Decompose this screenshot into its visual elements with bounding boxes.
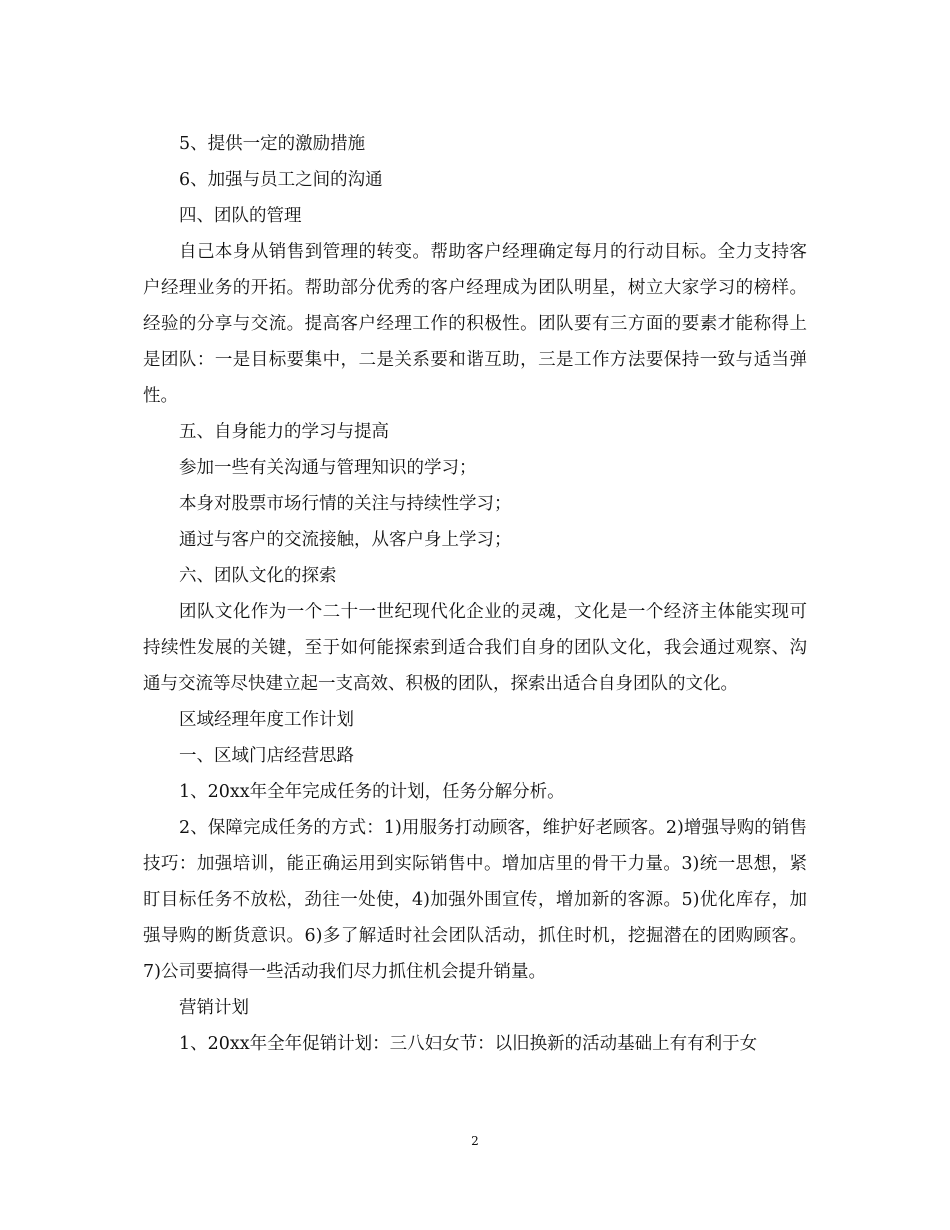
list-item-learning-3: 通过与客户的交流接触，从客户身上学习； xyxy=(179,530,512,550)
paragraph-task-methods: 2、保障完成任务的方式：1)用服务打动顾客，维护好老顾客。2)增强导购的销售技巧：加强培训，能正确运用到实际销售中。增加店里的骨干力量。3)统一思想，紧盯目标任务不放松，劲往一处使，4)加强外围宣传，增加新的客源。5)优化库存，加强导购的断货意识。6)多了解适时社会团队活动，抓住时机，挖掘潜在的团购顾客。7)公司要搞得一些活动我们尽力抓住机会提升销量。 xyxy=(143,818,807,982)
paragraph-promotion-plan: 1、20xx年全年促销计划：三八妇女节：以旧换新的活动基础上有有利于女 xyxy=(179,1034,758,1054)
list-item-learning-2: 本身对股票市场行情的关注与持续性学习； xyxy=(179,494,512,514)
document-body xyxy=(143,126,807,1062)
paragraph-team-culture: 团队文化作为一个二十一世纪现代化企业的灵魂，文化是一个经济主体能实现可持续性发展的关键，至于如何能探索到适合我们自身的团队文化，我会通过观察、沟通与交流等尽快建立起一支高效、积极的团队，探索出适合自身团队的文化。 xyxy=(143,602,807,694)
section-heading-store-strategy: 一、区域门店经营思路 xyxy=(179,746,354,766)
section-heading-self-improvement: 五、自身能力的学习与提高 xyxy=(179,422,389,442)
paragraph-team-management: 自己本身从销售到管理的转变。帮助客户经理确定每月的行动目标。全力支持客户经理业务的开拓。帮助部分优秀的客户经理成为团队明星，树立大家学习的榜样。经验的分享与交流。提高客户经理工作的积极性。团队要有三方面的要素才能称得上是团队：一是目标要集中，二是关系要和谐互助，三是工作方法要保持一致与适当弹性。 xyxy=(143,242,807,406)
list-item-incentives: 5、提供一定的激励措施 xyxy=(179,134,366,154)
section-heading-team-management: 四、团队的管理 xyxy=(179,206,302,226)
section-heading-marketing-plan: 营销计划 xyxy=(179,998,249,1018)
list-item-task-plan: 1、20xx年全年完成任务的计划，任务分解分析。 xyxy=(179,782,565,802)
document-subtitle-plan: 区域经理年度工作计划 xyxy=(179,710,354,730)
list-item-communication: 6、加强与员工之间的沟通 xyxy=(179,170,383,190)
page-number: 2 xyxy=(471,1134,479,1148)
section-heading-team-culture: 六、团队文化的探索 xyxy=(179,566,337,586)
list-item-learning-1: 参加一些有关沟通与管理知识的学习； xyxy=(179,458,477,478)
